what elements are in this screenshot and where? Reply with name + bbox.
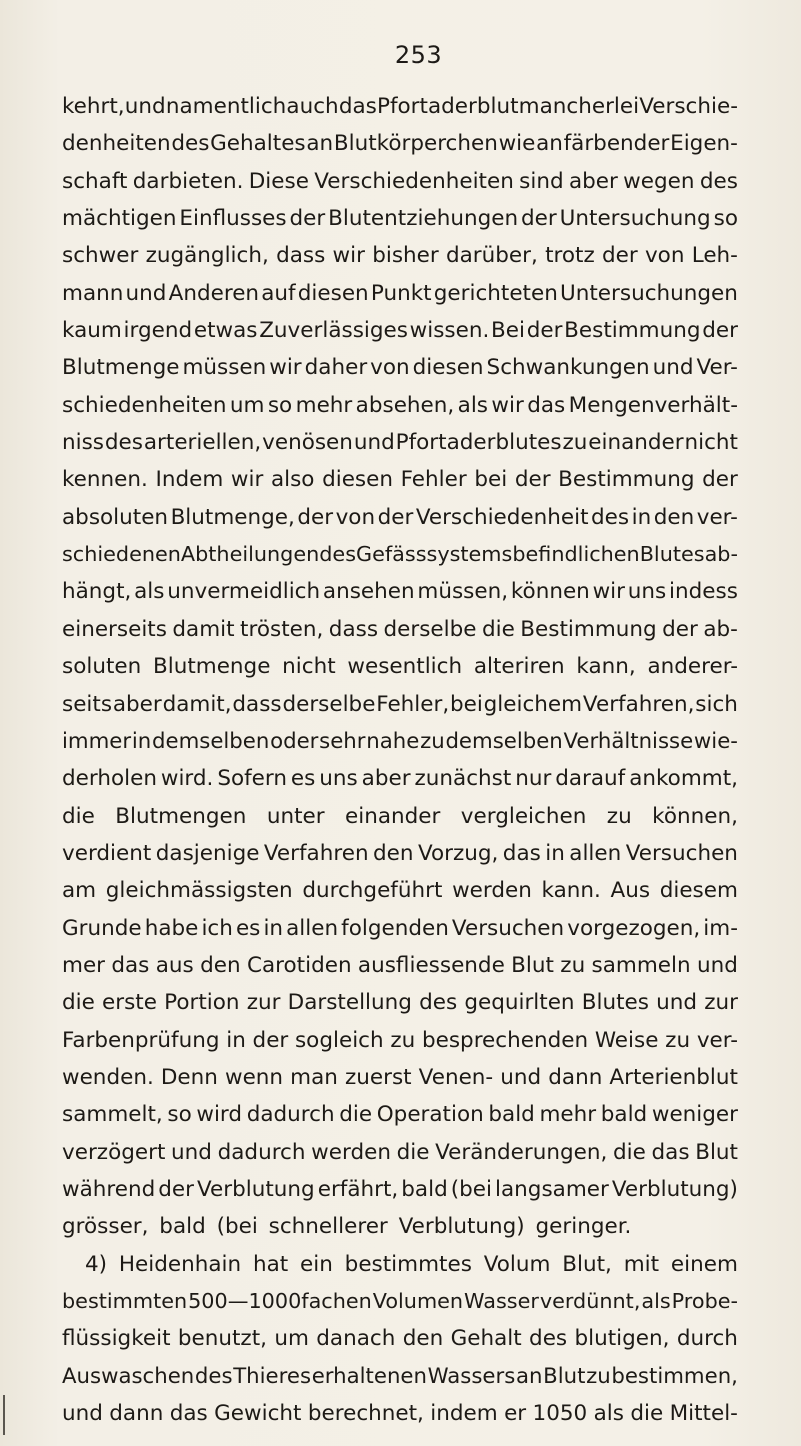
text-line: Blutmenge müssen wir daher von diesen Schwankungen und Ver-	[62, 355, 738, 381]
text-line: Grunde habe ich es in allen folgenden Versuchen vorgezogen, im-	[62, 915, 738, 941]
text-line: die erste Portion zur Darstellung des gequirlten Blutes und zur	[62, 990, 738, 1016]
text-line: flüssigkeit benutzt, um danach den Gehalt des blutigen, durch	[62, 1326, 738, 1352]
text-line: verdient dasjenige Verfahren den Vorzug, das in allen Versuchen	[62, 840, 738, 866]
text-line: kaum irgend etwas Zuverlässiges wissen. Bei der Bestimmung der	[62, 318, 738, 344]
text-line: Farbenprüfung in der sogleich zu besprechenden Weise zu ver-	[62, 1027, 738, 1053]
text-line: schiedenheiten um so mehr absehen, als wir das Mengenverhält-	[62, 392, 738, 418]
text-line: schwer zugänglich, dass wir bisher darüber, trotz der von Leh-	[62, 243, 738, 269]
text-line: die Blutmengen unter einander vergleichen zu können,	[62, 803, 738, 829]
text-line: mer das aus den Carotiden ausfliessende Blut zu sammeln und	[62, 952, 738, 978]
text-line: während der Verblutung erfährt, bald (bei langsamer Verblutung)	[62, 1176, 738, 1202]
text-line: 4) Heidenhain hat ein bestimmtes Volum Blut, mit einem	[85, 1251, 738, 1277]
text-line: absoluten Blutmenge, der von der Verschiedenheit des in den ver-	[62, 504, 738, 530]
text-line: immer in demselben oder sehr nahe zu demselben Verhältnisse wie-	[62, 728, 738, 754]
text-line: und dann das Gewicht berechnet, indem er 1050 als die Mittel-	[62, 1401, 738, 1427]
text-line: schiedenen Abtheilungen des Gefässsystems befindlichen Blutes ab-	[62, 542, 738, 567]
text-line: niss des arteriellen, venösen und Pfortaderblutes zu einander nicht	[62, 430, 738, 456]
text-line: schaft darbieten. Diese Verschiedenheiten sind aber wegen des	[62, 168, 738, 194]
text-line: Auswaschen des Thieres erhaltenen Wassers an Blut zu bestimmen,	[62, 1363, 738, 1389]
text-line: denheiten des Gehaltes an Blutkörperchen wie an färbender Eigen-	[62, 131, 738, 157]
text-line: sammelt, so wird dadurch die Operation bald mehr bald weniger	[62, 1102, 738, 1128]
margin-mark	[3, 1395, 5, 1435]
text-line: kennen. Indem wir also diesen Fehler bei der Bestimmung der	[62, 467, 738, 493]
text-line: verzögert und dadurch werden die Veränderungen, die das Blut	[62, 1139, 738, 1165]
text-line: kehrt, und namentlich auch das Pfortaderblut mancherlei Verschie-	[62, 94, 738, 119]
text-line: am gleichmässigsten durchgeführt werden kann. Aus diesem	[62, 878, 738, 904]
body-text	[62, 88, 738, 1432]
page-number: 253	[394, 41, 443, 69]
text-line: wenden. Denn wenn man zuerst Venen- und dann Arterienblut	[62, 1064, 738, 1090]
text-line: mann und Anderen auf diesen Punkt gerichteten Untersuchungen	[62, 280, 738, 306]
text-line: grösser, bald (bei schnellerer Verblutung) geringer.	[62, 1214, 632, 1240]
text-line: derholen wird. Sofern es uns aber zunächst nur darauf ankommt,	[62, 766, 738, 792]
text-line: bestimmten 500—1000fachen Volumen Wasser verdünnt, als Probe-	[62, 1289, 738, 1313]
text-line: soluten Blutmenge nicht wesentlich alteriren kann, anderer-	[62, 654, 738, 680]
text-line: mächtigen Einflusses der Blutentziehungen der Untersuchung so	[62, 206, 738, 232]
text-line: einerseits damit trösten, dass derselbe die Bestimmung der ab-	[62, 616, 738, 642]
text-line: seits aber damit, dass derselbe Fehler, bei gleichem Verfahren, sich	[62, 691, 738, 717]
text-line: hängt, als unvermeidlich ansehen müssen, können wir uns indess	[62, 579, 738, 605]
